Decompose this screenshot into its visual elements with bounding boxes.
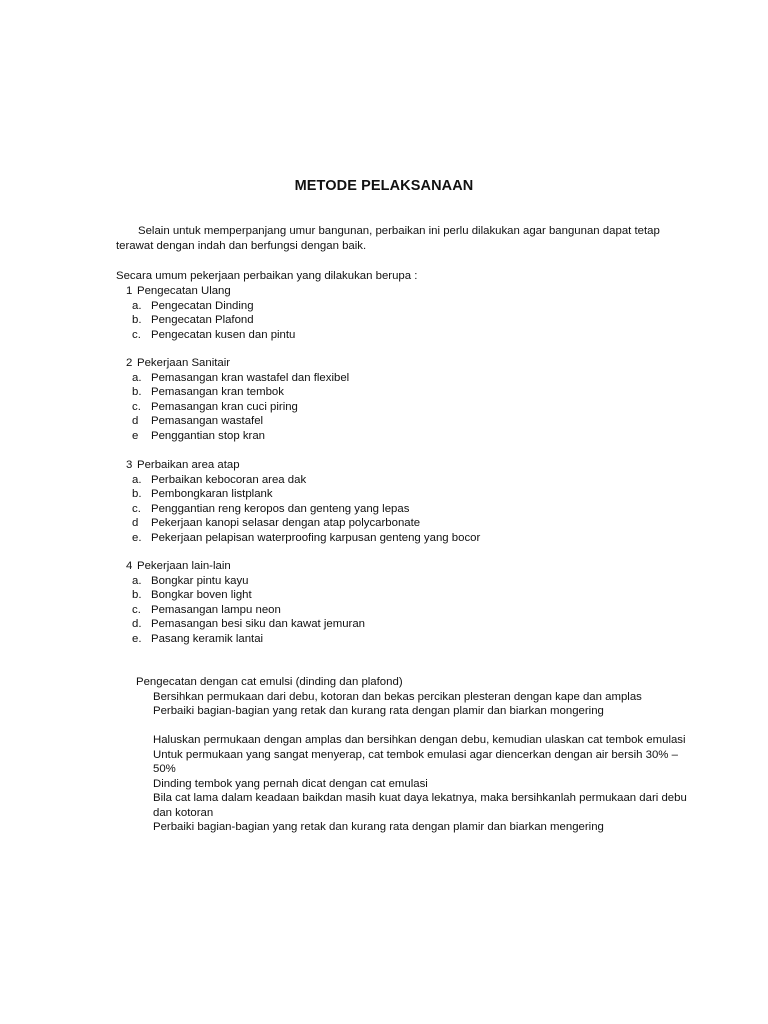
method-line: Bersihkan permukaan dari debu, kotoran dan bekas percikan plesteran dengan kape dan amplas	[153, 690, 642, 703]
group-heading	[126, 559, 686, 574]
work-group-4	[126, 559, 686, 646]
method-heading: Pengecatan dengan cat emulsi (dinding dan plafond)	[136, 676, 403, 688]
list-item	[126, 603, 686, 618]
item-text: Pengecatan Dinding	[151, 299, 254, 312]
list-item	[126, 632, 686, 647]
group-title: Perbaikan area atap	[137, 459, 240, 471]
method-line: dan kotoran	[153, 806, 214, 819]
list-item	[126, 617, 686, 632]
intro-line-2: terawat dengan indah dan berfungsi dengan baik.	[116, 239, 367, 252]
method-line: Perbaiki bagian-bagian yang retak dan kurang rata dengan plamir dan biarkan mongering	[153, 705, 604, 717]
list-item	[126, 588, 686, 603]
item-text: Pekerjaan pelapisan waterproofing karpusan genteng yang bocor	[151, 531, 481, 544]
item-marker: e.	[132, 531, 142, 544]
item-marker: b.	[132, 386, 142, 398]
item-marker: c.	[132, 603, 141, 616]
item-text: Pengecatan Plafond	[151, 314, 254, 326]
method-line: Untuk permukaan yang sangat menyerap, cat tembok emulasi agar diencerkan dengan air bersih 30% –	[153, 748, 678, 761]
item-text: Pemasangan kran tembok	[151, 386, 284, 398]
item-text: Pemasangan kran wastafel dan flexibel	[151, 371, 350, 384]
group-title: Pekerjaan Sanitair	[137, 357, 231, 369]
method-line: Haluskan permukaan dengan amplas dan bersihkan dengan debu, kemudian ulaskan cat tembok emulasi	[153, 734, 686, 746]
group-number: 2	[126, 357, 133, 369]
item-text: Pekerjaan kanopi selasar dengan atap polycarbonate	[151, 517, 421, 529]
intro-paragraph	[116, 224, 686, 253]
item-marker: e.	[132, 632, 142, 645]
item-text: Penggantian reng keropos dan genteng yang lepas	[151, 502, 410, 515]
list-item	[126, 313, 686, 328]
item-marker: b.	[132, 488, 142, 500]
lead-text: Secara umum pekerjaan perbaikan yang dilakukan berupa :	[116, 270, 418, 282]
group-heading	[126, 458, 686, 473]
paragraph-gap	[136, 719, 688, 734]
method-section	[136, 675, 688, 835]
list-item	[126, 502, 686, 517]
item-text: Pasang keramik lantai	[151, 632, 264, 645]
item-text: Pemasangan besi siku dan kawat jemuran	[151, 618, 366, 630]
group-title: Pengecatan Ulang	[137, 285, 231, 297]
item-text: Bongkar pintu kayu	[151, 574, 249, 587]
item-marker: a.	[132, 371, 142, 384]
item-marker: b.	[132, 589, 142, 601]
group-number: 4	[126, 560, 133, 572]
item-marker: e	[132, 429, 139, 442]
item-text: Pengecatan kusen dan pintu	[151, 328, 296, 341]
item-text: Pemasangan lampu neon	[151, 603, 281, 616]
list-item	[126, 574, 686, 589]
group-number: 3	[126, 459, 133, 471]
item-marker: c.	[132, 400, 141, 413]
method-line: 50%	[153, 763, 176, 775]
item-marker: d	[132, 415, 139, 427]
group-title: Pekerjaan lain-lain	[137, 560, 231, 572]
item-marker: b.	[132, 314, 142, 326]
list-item	[126, 531, 686, 546]
list-item	[126, 473, 686, 488]
list-item	[126, 299, 686, 314]
item-marker: a.	[132, 299, 142, 312]
intro-line-1: Selain untuk memperpanjang umur bangunan, perbaikan ini perlu dilakukan agar bangunan dapat tetap	[138, 225, 660, 237]
work-group-1	[126, 284, 686, 342]
method-line: Dinding tembok yang pernah dicat dengan cat emulasi	[153, 777, 428, 790]
item-text: Pemasangan kran cuci piring	[151, 400, 298, 413]
item-marker: c.	[132, 328, 141, 341]
method-line: Perbaiki bagian-bagian yang retak dan kurang rata dengan plamir dan biarkan mengering	[153, 821, 604, 833]
item-marker: a.	[132, 574, 142, 587]
item-text: Perbaikan kebocoran area dak	[151, 473, 307, 486]
list-item	[126, 371, 686, 386]
list-item	[126, 414, 686, 429]
list-item	[126, 328, 686, 343]
group-heading	[126, 284, 686, 299]
item-marker: a.	[132, 473, 142, 486]
item-marker: d.	[132, 618, 142, 630]
work-group-2	[126, 356, 686, 443]
page-title: METODE PELAKSANAAN	[294, 178, 474, 194]
item-text: Pembongkaran listplank	[151, 488, 273, 500]
list-item	[126, 400, 686, 415]
item-text: Pemasangan wastafel	[151, 415, 264, 427]
item-text: Penggantian stop kran	[151, 429, 265, 442]
list-item	[126, 487, 686, 502]
item-marker: d	[132, 517, 139, 529]
group-number: 1	[126, 285, 133, 297]
item-marker: c.	[132, 502, 141, 515]
work-group-3	[126, 458, 686, 545]
list-item	[126, 516, 686, 531]
method-line: Bila cat lama dalam keadaan baikdan masih kuat daya lekatnya, maka bersihkanlah permukaan dari debu	[153, 792, 687, 804]
list-item	[126, 429, 686, 444]
list-item	[126, 385, 686, 400]
group-heading	[126, 356, 686, 371]
item-text: Bongkar boven light	[151, 589, 252, 601]
